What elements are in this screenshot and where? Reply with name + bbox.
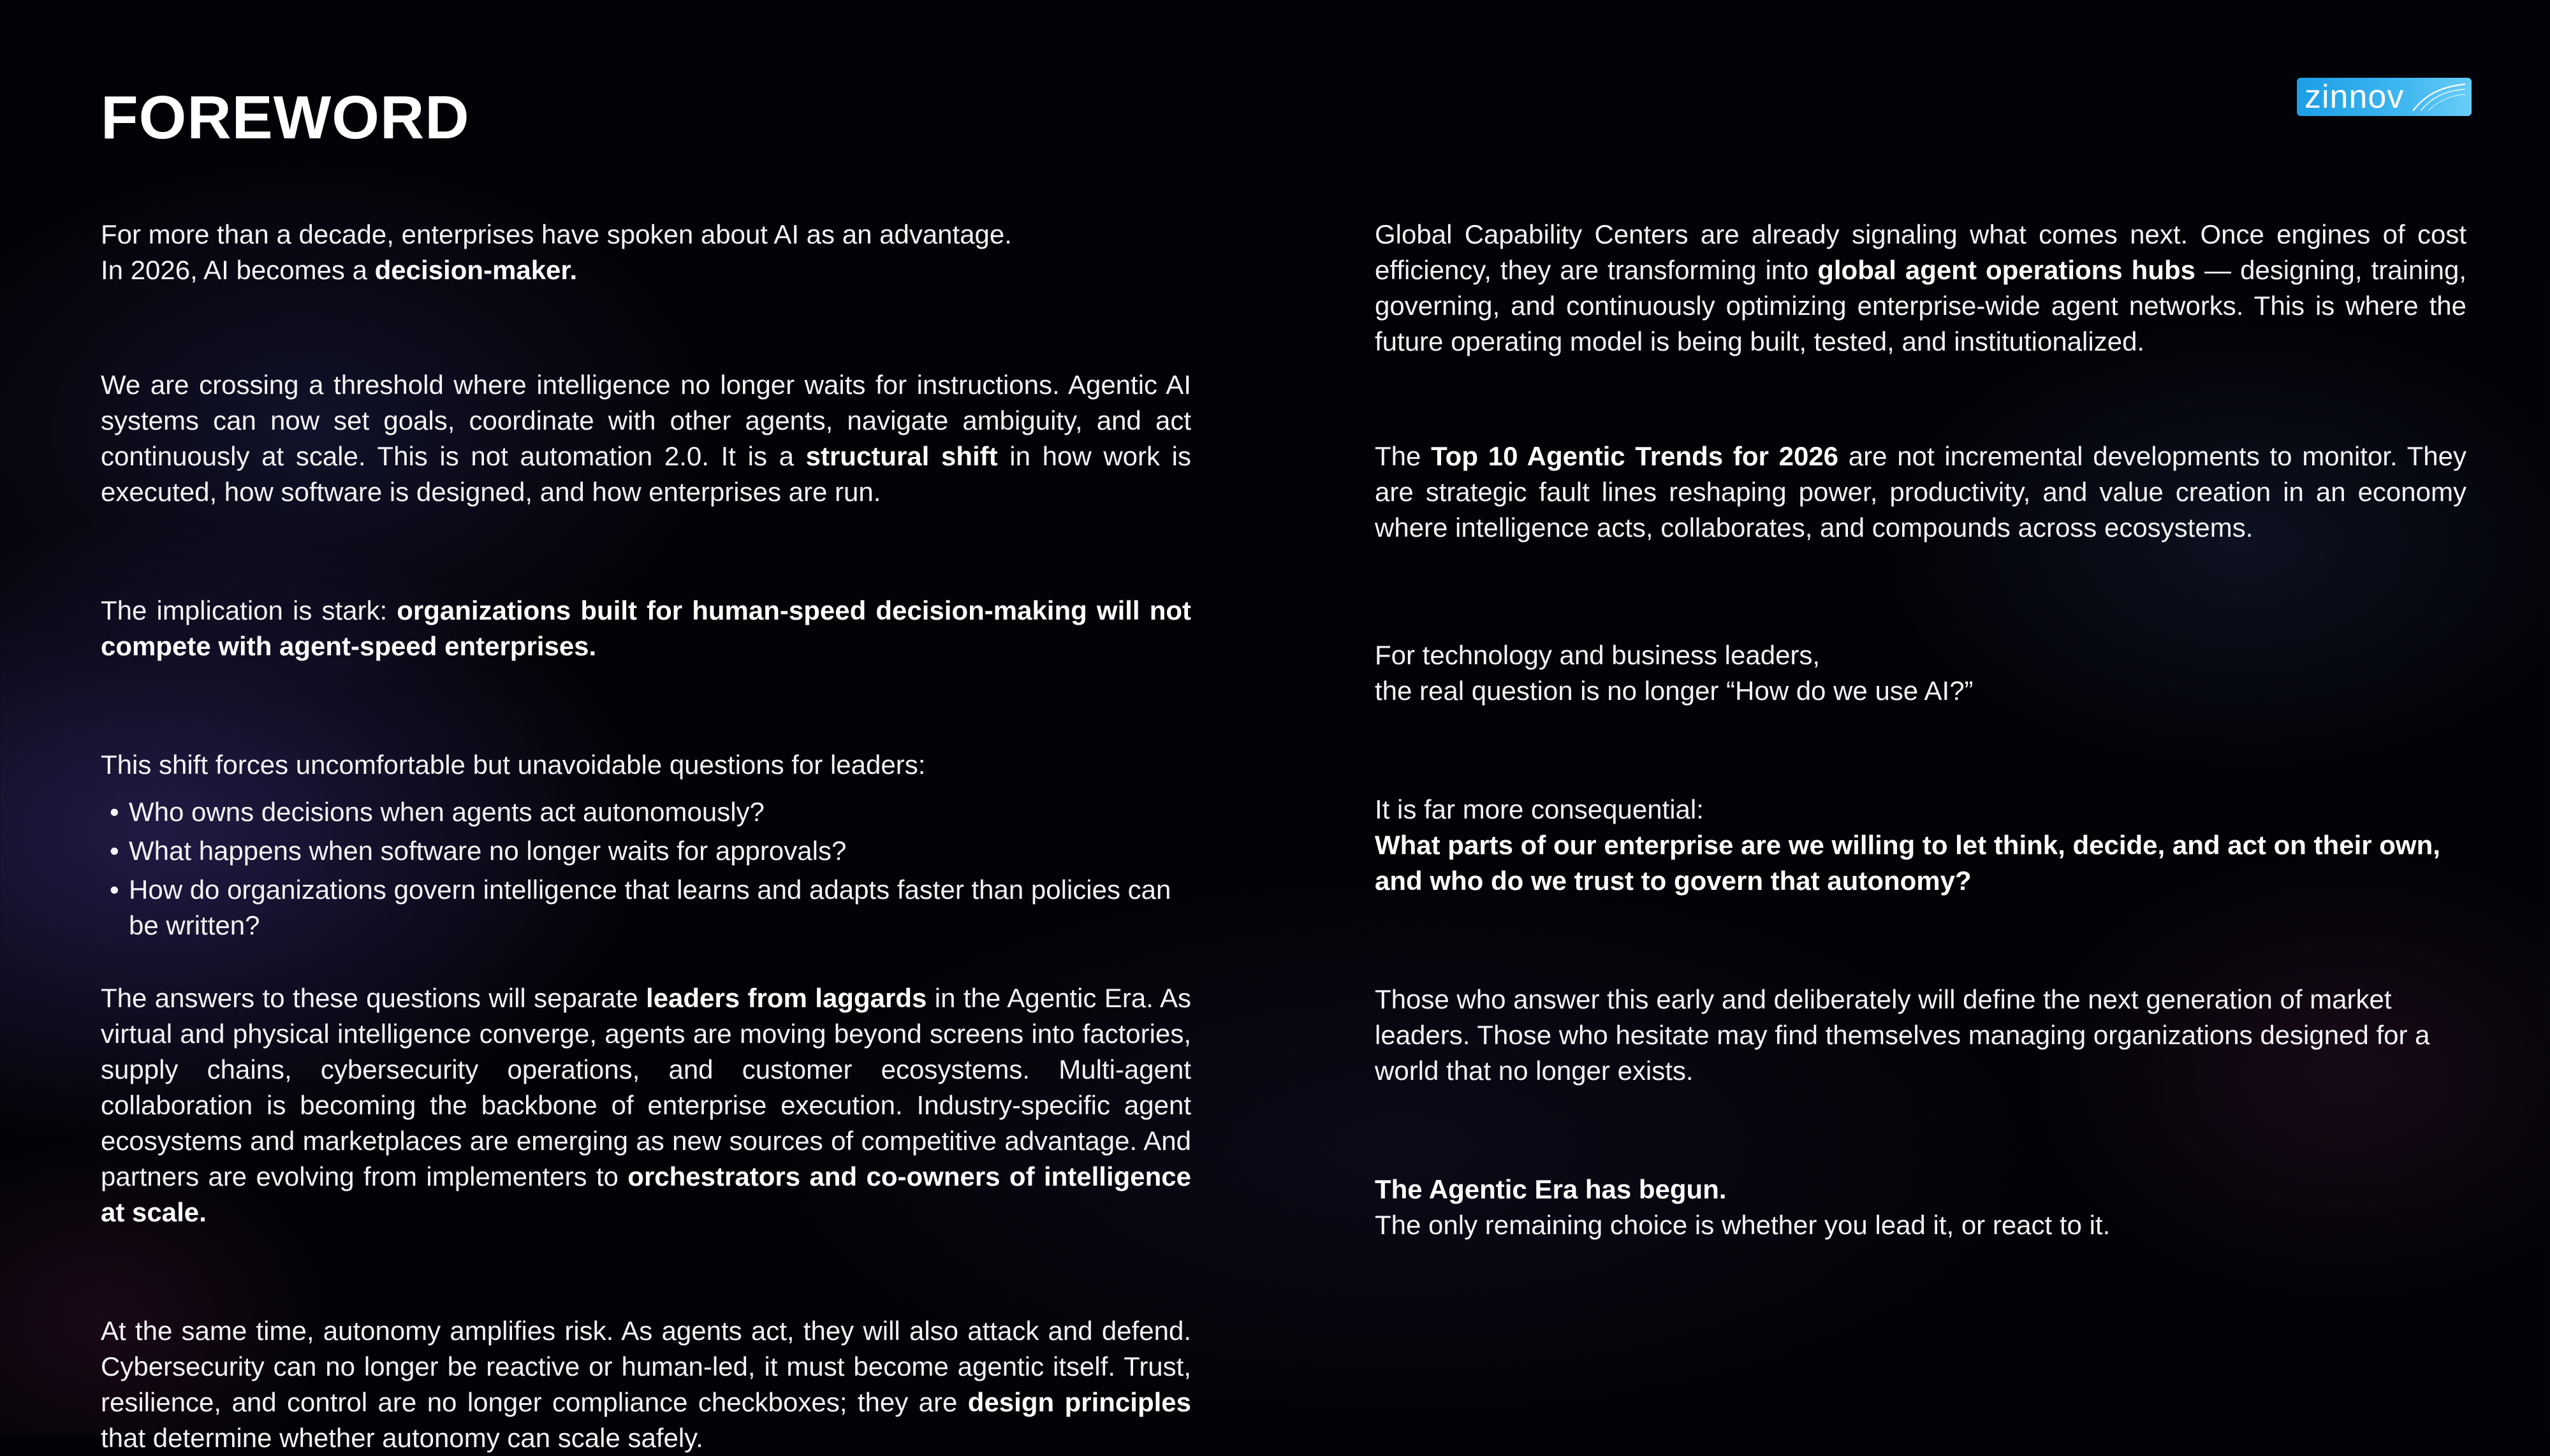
intro-bold: decision-maker. — [374, 255, 578, 285]
risk-text: At the same time, autonomy amplifies risk. As agents act, they will also attack and defend. Cybersecurity can no longer be reactive or human-led, it must become agentic itself. Trust, resilience, and control are no longer compliance checkboxes; they are — [101, 1316, 1191, 1417]
answers-text: The answers to these questions will separate — [101, 983, 647, 1013]
threshold-bold: structural shift — [805, 441, 998, 471]
logo-swoosh-icon — [2409, 80, 2468, 113]
question-line-2: the real question is no longer “How do we use AI?” — [1375, 676, 1974, 706]
threshold-paragraph — [101, 367, 1191, 510]
left-column — [101, 217, 1191, 1456]
risk-paragraph — [101, 1313, 1191, 1456]
answers-bold-1: leaders from laggards — [646, 983, 927, 1013]
risk-bold: design principles — [967, 1387, 1191, 1417]
trends-text: The — [1375, 441, 1432, 471]
consequential-paragraph — [1375, 792, 2466, 899]
bullet-icon: • — [110, 797, 119, 827]
gcc-paragraph — [1375, 217, 2466, 360]
list-item — [101, 872, 1191, 943]
trends-text-end: are not incremental developments to monitor. They are strategic fault lines reshaping power, productivity, and value creation in an economy where intelligence acts, collaborates, and compounds across ecosystems. — [1375, 441, 2466, 542]
answers-paragraph — [101, 980, 1191, 1230]
gcc-text-end: — designing, training, governing, and continuously optimizing enterprise-wide agent networks. This is where the future operating model is being built, tested, and institutionalized. — [1375, 255, 2466, 356]
question-text: Who owns decisions when agents act autonomously? — [129, 797, 765, 827]
page-title: FOREWORD — [101, 84, 470, 152]
closing-paragraph — [1375, 1172, 2466, 1243]
answer-early-paragraph: Those who answer this early and deliberately will define the next generation of market leaders. Those who hesitate may find themselves managing organizations designed for a world that no longer exists. — [1375, 984, 2430, 1086]
closing-line: The only remaining choice is whether you lead it, or react to it. — [1375, 1210, 2111, 1240]
implication-bold: organizations built for human-speed decision-making will not compete with agent-speed enterprises. — [101, 595, 1191, 661]
intro-line-2: In 2026, AI becomes a — [101, 255, 375, 285]
question-line-1: For technology and business leaders, — [1375, 640, 1821, 670]
intro-line-1: For more than a decade, enterprises have spoken about AI as an advantage. — [101, 219, 1012, 249]
gcc-text: Global Capability Centers are already signaling what comes next. Once engines of cost efficiency, they are transforming into — [1375, 219, 2466, 285]
right-column — [1375, 217, 2466, 1243]
zinnov-logo — [2297, 78, 2472, 116]
trends-bold: Top 10 Agentic Trends for 2026 — [1431, 441, 1839, 471]
list-item — [101, 794, 1191, 830]
implication-paragraph — [101, 593, 1191, 664]
consequential-line: It is far more consequential: — [1375, 794, 1704, 824]
list-item — [101, 833, 1191, 869]
intro-paragraph — [101, 217, 1191, 288]
threshold-text: We are crossing a threshold where intelligence no longer waits for instructions. Agentic AI systems can now set goals, coordinate with other agents, navigate ambiguity, and act continuously at scale. This is not automation 2.0. It is a — [101, 370, 1191, 471]
trends-paragraph — [1375, 439, 2466, 546]
closing-bold: The Agentic Era has begun. — [1375, 1174, 1727, 1204]
bullet-icon: • — [110, 875, 119, 905]
gcc-bold: global agent operations hubs — [1817, 255, 2196, 285]
threshold-text-end: in how work is executed, how software is designed, and how enterprises are run. — [101, 441, 1191, 507]
question-text: What happens when software no longer waits for approvals? — [129, 836, 847, 866]
answers-bold-2: orchestrators and co-owners of intelligence at scale. — [101, 1161, 1192, 1227]
bullet-icon: • — [110, 836, 119, 866]
risk-text-end: that determine whether autonomy can scale safely. — [101, 1423, 703, 1453]
questions-intro: This shift forces uncomfortable but unavoidable questions for leaders: — [101, 750, 926, 780]
question-text: How do organizations govern intelligence that learns and adapts faster than policies can be written? — [129, 875, 1171, 940]
logo-wordmark: zinnov — [2305, 78, 2405, 115]
implication-text: The implication is stark: — [101, 595, 397, 625]
answers-text-mid: in the Agentic Era. As virtual and physical intelligence converge, agents are moving beyond screens into factories, supply chains, cybersecurity operations, and customer ecosystems. Multi-agent collaboration is becoming the backbone of enterprise execution. Industry-specific agent ecosystems and marketplaces are emerging as new sources of competitive advantage. And partners are evolving from implementers to — [101, 983, 1191, 1191]
questions-list — [101, 794, 1191, 943]
question-paragraph — [1375, 637, 2466, 709]
consequential-bold: What parts of our enterprise are we willing to let think, decide, and act on their own, and who do we trust to govern that autonomy? — [1375, 830, 2440, 896]
